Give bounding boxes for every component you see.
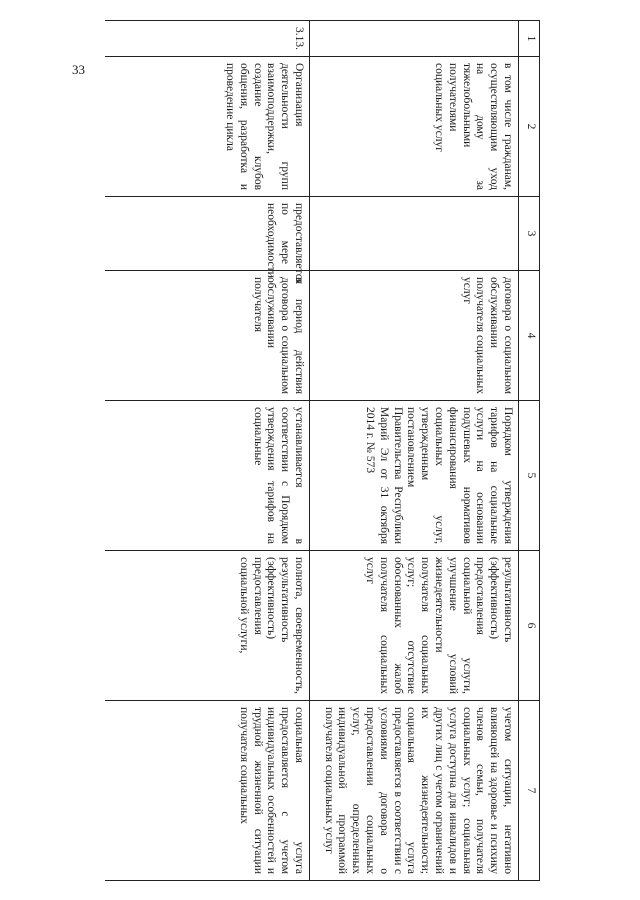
table-row (310, 21, 519, 881)
cell-quality-indicators: полнота, своевременность, результативность (эффективность) предоставления социальной услуги, (105, 551, 310, 701)
cell-service-name: Организация деятельности групп взаимоподдержки, создание клубов общения, разработка и проведение цикла (105, 57, 310, 197)
col-header-7: 7 (519, 701, 540, 881)
cell-tariff: устанавливается в соответствии с Порядком утверждения тарифов на социальные (105, 401, 310, 551)
cell-number: 3.13. (105, 21, 310, 57)
col-header-2: 2 (519, 57, 540, 197)
col-header-3: 3 (519, 197, 540, 271)
table-row (105, 21, 310, 881)
page-number: 33 (72, 62, 85, 77)
col-header-6: 6 (519, 551, 540, 701)
col-header-1: 1 (519, 21, 540, 57)
cell-term: договора о социальном обслуживании получателя социальных услуг (310, 271, 519, 401)
cell-conditions: социальная услуга предоставляется с учетом индивидуальных особенностей и трудной жизненной ситуации получателя социальных (105, 701, 310, 881)
header-row (519, 21, 540, 881)
cell-frequency: предоставляется по мере необходимости (105, 197, 310, 271)
rotated-table-container (40, 20, 540, 880)
col-header-4: 4 (519, 271, 540, 401)
col-header-5: 5 (519, 401, 540, 551)
cell-term: в период действия договора о социальном обслуживании получателя (105, 271, 310, 401)
cell-tariff: Порядком утверждения тарифов на социальные услуги на основании подушевых нормативов финансирования социальных услуг, утвержденным постановлением Правительства Республики Марий Эл от 31 октября 2014 г. № 573 (310, 401, 519, 551)
cell-number (310, 21, 519, 57)
cell-quality-indicators: результативность (эффективность) предоставления социальной услуги, улучшение условий жизнедеятельности получателя социальных услуг; отсутствие обоснованных жалоб получателя социальных услуг (310, 551, 519, 701)
services-table (105, 20, 540, 881)
cell-frequency (310, 197, 519, 271)
cell-service-name: в том числе гражданам, осуществляющим уход на дому за тяжелобольными получателями социальных услуг (310, 57, 519, 197)
cell-conditions: учетом ситуации, негативно влияющей на здоровье и психику членов семьи, получателя социальных услуг; социальная услуга доступна для инвалидов и других лиц с учетом ограничений их жизнедеятельности; социальная услуга предоставляется в соответствии с условиями договора о предоставлении социальных услуг, определенных индивидуальной программой получателя социальных услуг (310, 701, 519, 881)
